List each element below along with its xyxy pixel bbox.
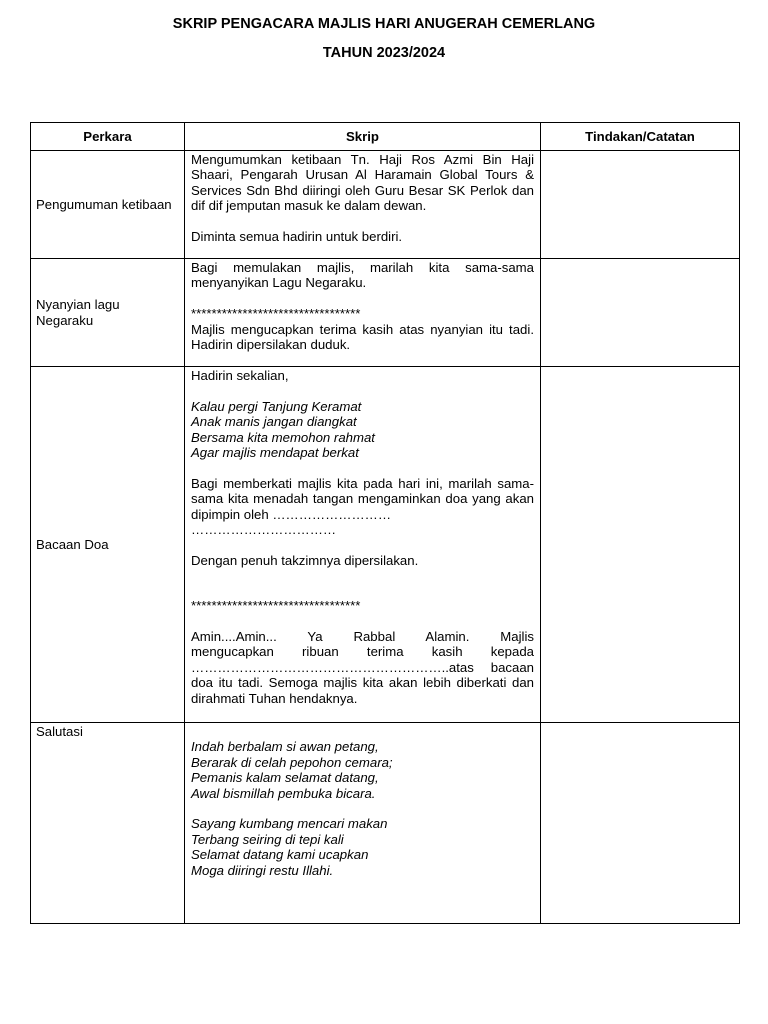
pantun-line: Anak manis jangan diangkat [191, 414, 357, 430]
table-header-row [31, 123, 740, 151]
perkara-cell [31, 723, 185, 924]
skrip-paragraph: mengucapkan ribuan terima kasih kepada [191, 644, 534, 660]
skrip-paragraph: …………………………………………………..atas bacaan doa itu tadi. Semoga majlis kita akan lebih diberkati dan dirahmati Tuhan hendaknya. [191, 659, 534, 706]
perkara-label: Salutasi [36, 724, 83, 739]
separator-stars: ********************************* [191, 306, 361, 322]
greeting-text: Hadirin sekalian, [191, 368, 289, 383]
pantun-line: Berarak di celah pepohon cemara; [191, 754, 393, 770]
tindakan-cell [541, 367, 740, 723]
skrip-cell [185, 151, 541, 259]
skrip-paragraph: Bagi memulakan majlis, marilah kita sama-sama menyanyikan Lagu Negaraku. [191, 260, 534, 291]
pantun-line: Indah berbalam si awan petang, [191, 739, 379, 755]
perkara-label: Bacaan Doa [36, 536, 109, 552]
skrip-cell [185, 259, 541, 367]
skrip-cell [185, 723, 541, 924]
tindakan-cell [541, 259, 740, 367]
tindakan-cell [541, 723, 740, 924]
pantun-line: Bersama kita memohon rahmat [191, 429, 375, 445]
table-row [31, 259, 740, 367]
skrip-paragraph: Amin....Amin... Ya Rabbal Alamin. Majlis [191, 629, 534, 645]
table-row [31, 367, 740, 723]
document-subtitle: TAHUN 2023/2024 [322, 45, 446, 61]
pantun-line: Terbang seiring di tepi kali [191, 831, 344, 847]
tindakan-cell [541, 151, 740, 259]
header-perkara: Perkara [31, 123, 185, 151]
perkara-cell [31, 259, 185, 367]
perkara-label: Nyanyian lagu Negaraku [36, 297, 120, 328]
skrip-paragraph: Diminta semua hadirin untuk berdiri. [191, 229, 403, 245]
pantun-line: Selamat datang kami ucapkan [191, 847, 369, 863]
script-table [30, 122, 740, 924]
perkara-cell [31, 151, 185, 259]
pantun-line: Kalau pergi Tanjung Keramat [191, 398, 362, 414]
table-row [31, 151, 740, 259]
skrip-paragraph: Dengan penuh takzimnya dipersilakan. [191, 552, 419, 568]
separator-stars: ********************************* [191, 598, 361, 614]
header-skrip: Skrip [185, 123, 541, 151]
skrip-paragraph: …………………………… [191, 522, 337, 538]
perkara-label: Pengumuman ketibaan [36, 196, 172, 212]
skrip-paragraph: Mengumumkan ketibaan Tn. Haji Ros Azmi Bin Haji Shaari, Pengarah Urusan Al Haramain Global Tours & Services Sdn Bhd diiringi oleh Guru Besar SK Perlok dan dif dif jemputan masuk ke dalam dewan. [191, 152, 534, 214]
perkara-cell [31, 367, 185, 723]
skrip-paragraph: Majlis mengucapkan terima kasih atas nyanyian itu tadi. Hadirin dipersilakan duduk. [191, 321, 534, 353]
pantun-line: Agar majlis mendapat berkat [191, 445, 359, 461]
skrip-paragraph: Bagi memberkati majlis kita pada hari ini, marilah sama- sama kita menadah tangan mengaminkan doa yang akan dipimpin oleh ……………………… [191, 475, 534, 522]
document-title: SKRIP PENGACARA MAJLIS HARI ANUGERAH CEMERLANG [172, 16, 596, 32]
header-tindakan: Tindakan/Catatan [541, 123, 740, 151]
pantun-line: Pemanis kalam selamat datang, [191, 770, 379, 786]
pantun-line: Moga diiringi restu Illahi. [191, 862, 334, 878]
pantun-line: Awal bismillah pembuka bicara. [191, 785, 376, 801]
skrip-cell [185, 367, 541, 723]
table-row [31, 723, 740, 924]
pantun-line: Sayang kumbang mencari makan [191, 816, 388, 832]
